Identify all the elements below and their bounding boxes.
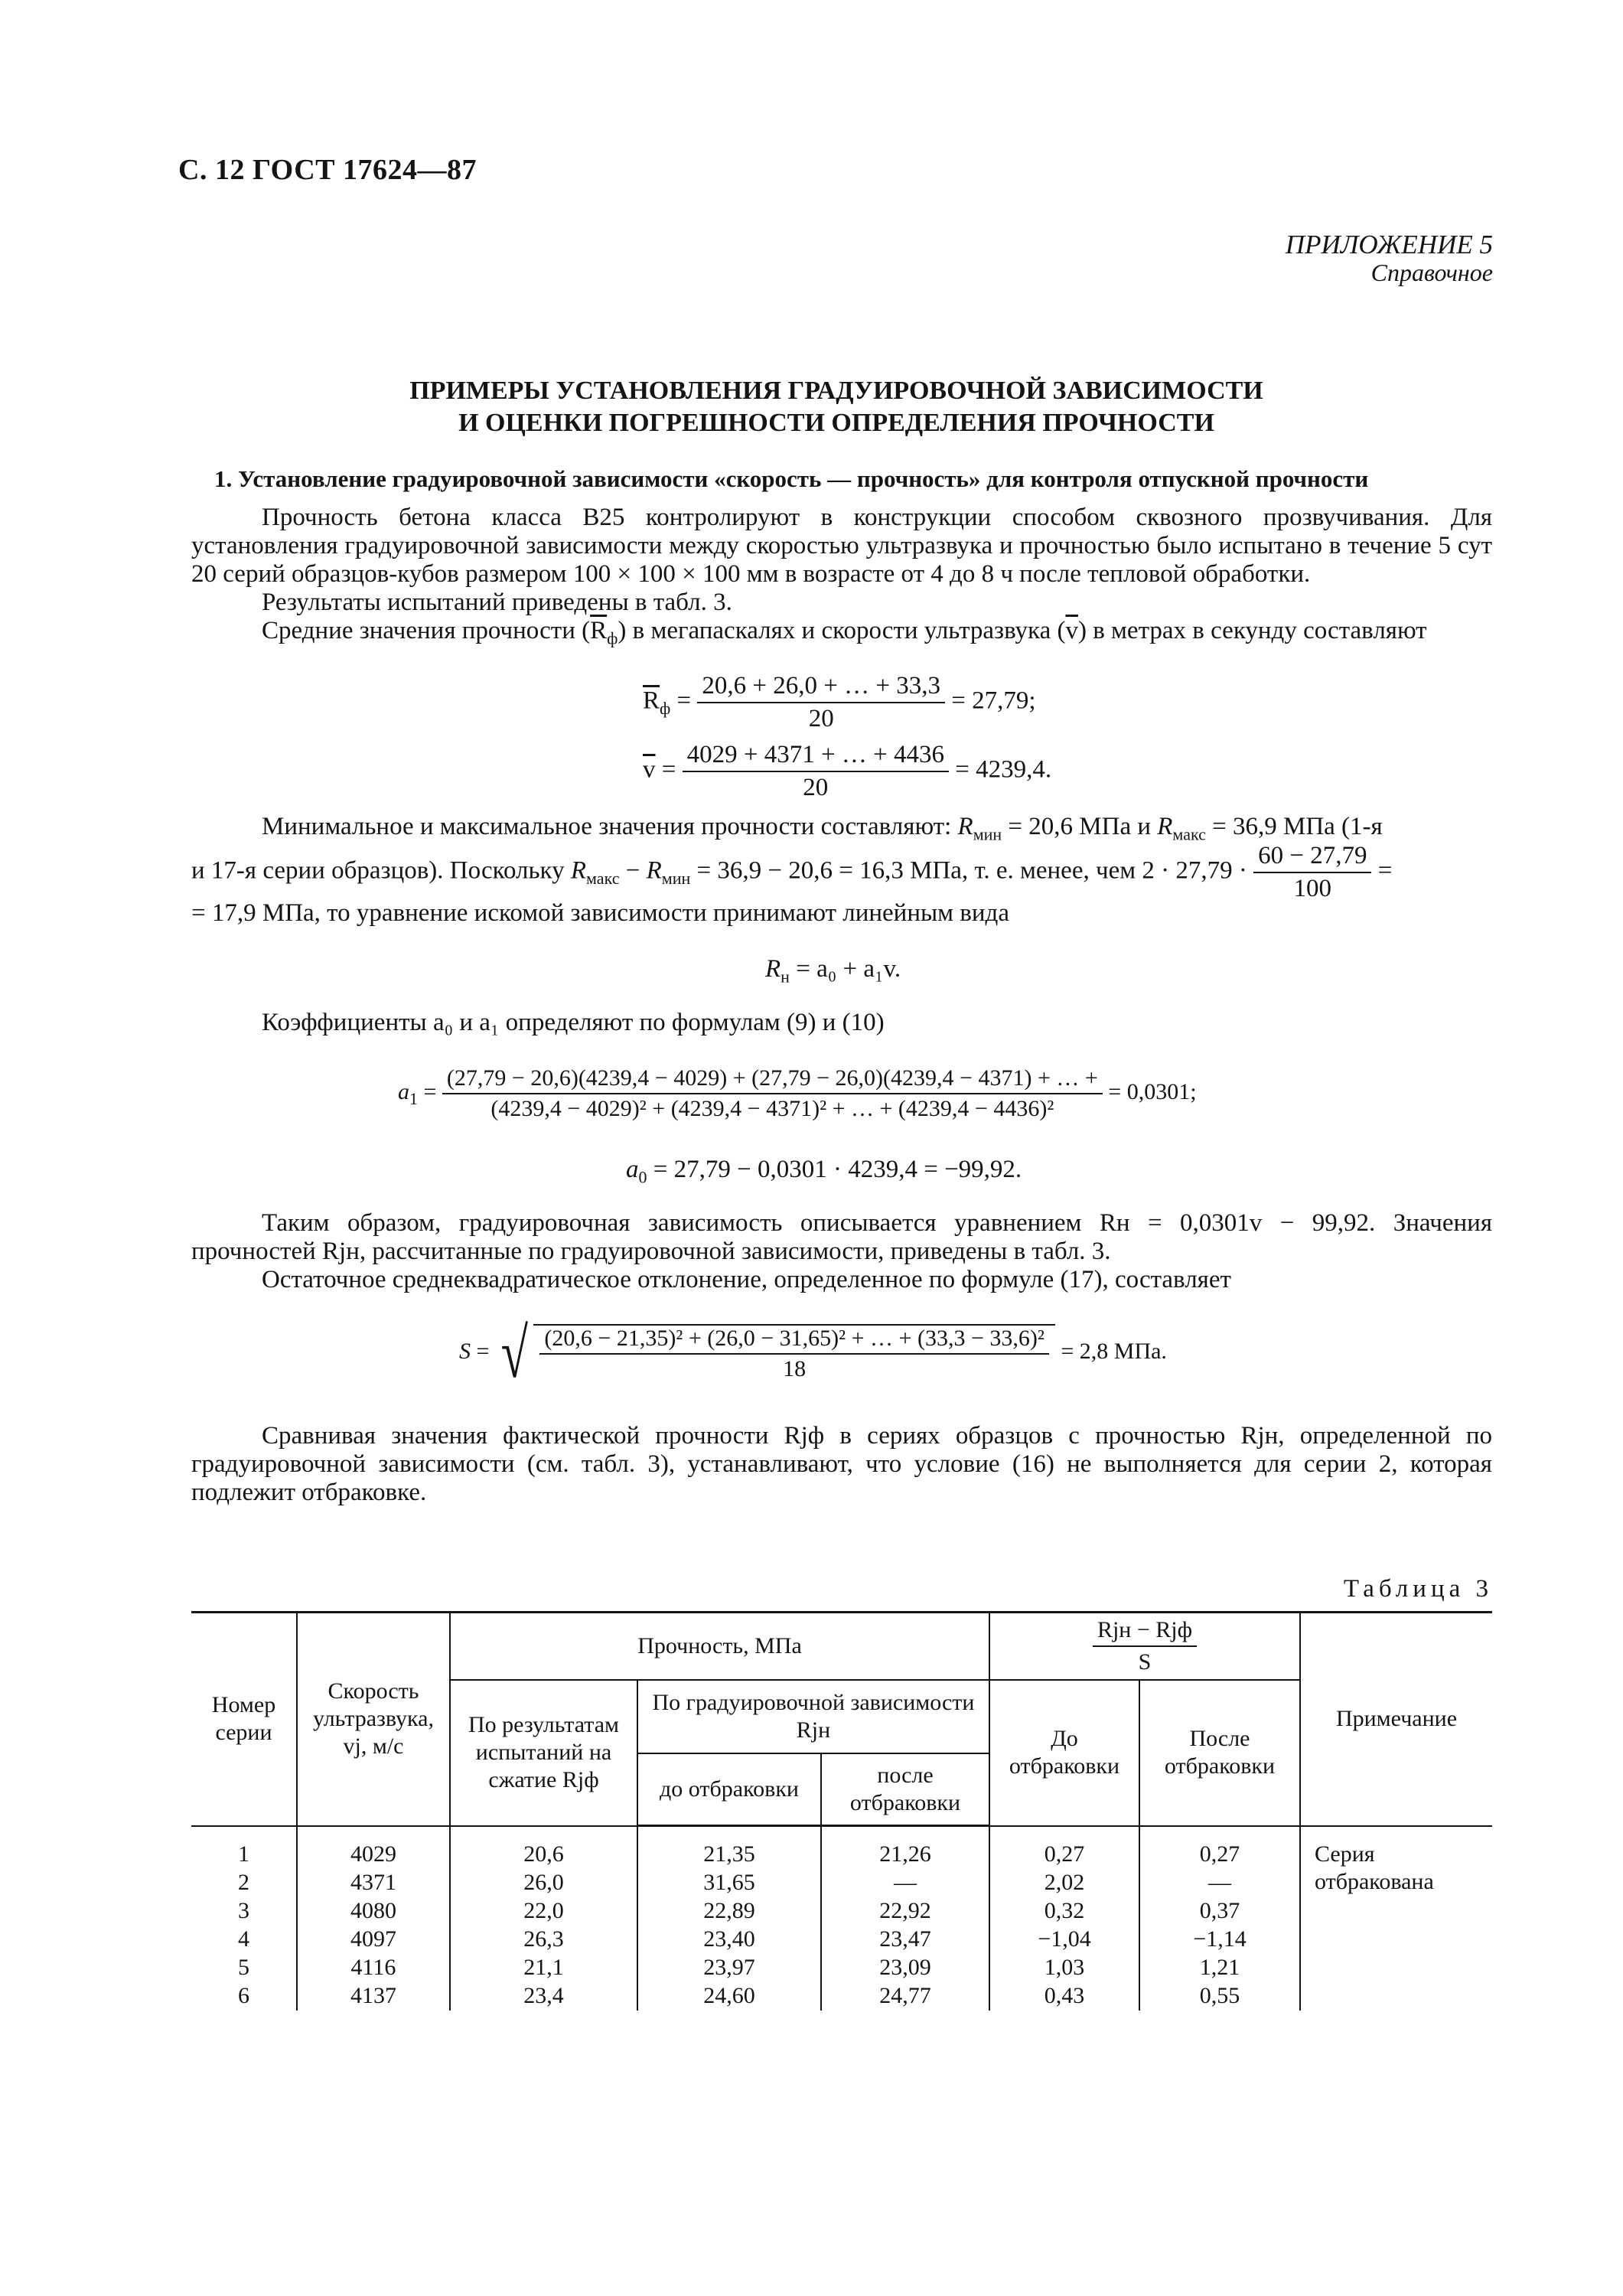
- table-row: 1 4029 20,6 21,35 21,26 0,27 0,27 Серия отбракована: [191, 1826, 1492, 1870]
- formula-a1: $a_1$ = (27,79 − 20,6)(4239,4 − 4029) + (27,79 − 26,0)(4239,4 − 4371) + … + (4239,4 − 4029)² + (4239,4 − 4371)² + … + (4239,4 − 4436)² = 0,0301;: [398, 1065, 1197, 1121]
- formula-linear: $R_н = a_0 + a_1v$.: [765, 955, 901, 987]
- header-strength: Прочность, МПа: [450, 1613, 989, 1681]
- text-coefficients: Коэффициенты a₀ и a₁ определяют по формулам (9) и (10): [262, 1009, 885, 1036]
- text-thus-block: [191, 1209, 1492, 1294]
- table-caption: Таблица 3: [1343, 1575, 1493, 1603]
- section-heading: 1. Установление градуировочной зависимости «скорость — прочность» для контроля отпускной прочности: [214, 465, 1369, 492]
- text-range-result: = 17,9 МПа, то уравнение искомой зависимости принимают линейным вида: [191, 899, 1009, 927]
- header-by-tests: По результатам испытаний на сжатие Rjф: [450, 1680, 637, 1826]
- header-grad-after: после отбраковки: [821, 1753, 989, 1826]
- table-row: 3 4080 22,0 22,89 22,92 0,32 0,37: [191, 1897, 1492, 1926]
- table-row: 4 4097 26,3 23,40 23,47 −1,04 −1,14: [191, 1926, 1492, 1954]
- header-ratio-before: До отбраковки: [989, 1680, 1139, 1826]
- fraction: $\frac{\text{(20,6 − 21,35)² + (26,0 − 31,65)² + … + (33,3 − 33,6)²}}{18}$: [539, 1326, 1048, 1382]
- fraction: $\frac{20,6 + 26,0 + \dots + 33,3}{20}$: [697, 672, 945, 733]
- formula-mean-strength: $\overline{R}_ф$ = $\frac{20,6 + 26,0 + \dots + 33,3}{20}$ = 27,79;: [643, 672, 1036, 732]
- results-table: [191, 1611, 1492, 2011]
- paragraph-compare: Сравнивая значения фактической прочности Rjф в сериях образцов с прочностью Rjн, определенной по градуировочной зависимости (см. табл. 3), устанавливают, что условие (16) не выполняется для серии 2, которая подлежит отбраковке.: [191, 1422, 1492, 1506]
- header-ratio: $\frac{\text{Rjн − Rjф}}{S}$: [989, 1613, 1300, 1681]
- formula-std-deviation: S = √ $\frac{\text{(20,6 − 21,35)² + (26,0 − 31,65)² + … + (33,3 − 33,6)²}}{18}$ = 2,8 МПа.: [459, 1314, 1167, 1392]
- header-series: Номер серии: [191, 1613, 297, 1826]
- text-min-max: Минимальное и максимальное значения прочности составляют: $R_{мин} = 20,6$ МПа и $R_{макс} = 36,9$ МПа (1-я: [262, 813, 1383, 844]
- table-row: 2 4371 26,0 31,65 — 2,02 —: [191, 1869, 1492, 1897]
- header-by-grad: По градуировочной зависимости Rjн: [637, 1680, 989, 1753]
- document-title-line1: ПРИМЕРЫ УСТАНОВЛЕНИЯ ГРАДУИРОВОЧНОЙ ЗАВИСИМОСТИ: [409, 377, 1263, 405]
- text-range: и 17-я серии образцов). Поскольку $R_{макс} - R_{мин} = 36,9 - 20,6 = 16,3$ МПа, т. е. менее, чем 2 · 27,79 · $\frac{60 - 27,79}{100}$ =: [191, 842, 1393, 902]
- document-title-line2: И ОЦЕНКИ ПОГРЕШНОСТИ ОПРЕДЕЛЕНИЯ ПРОЧНОСТИ: [458, 409, 1214, 437]
- formula-mean-speed: $\overline{v}$ = $\frac{4029 + 4371 + \dots + 4436}{20}$ = 4239,4.: [643, 741, 1052, 801]
- fraction: $\frac{60 - 27,79}{100}$: [1253, 842, 1371, 903]
- header-note: Примечание: [1300, 1613, 1492, 1826]
- note-cell: Серия отбракована: [1315, 1841, 1434, 1894]
- fraction: $\frac{4029 + 4371 + \dots + 4436}{20}$: [683, 741, 949, 802]
- page-header: С. 12 ГОСТ 17624—87: [178, 154, 477, 186]
- paragraph-method: Прочность бетона класса В25 контролируют в конструкции способом сквозного прозвучивания. Для установления градуировочной зависимости между скоростью ультразвука и прочностью было испытано в течение 5 сут 20 серий образцов-кубов размером 100 × 100 × 100 мм в возрасте от 4 до 8 ч после тепловой обработки.: [191, 504, 1492, 588]
- paragraph-thus: Таким образом, градуировочная зависимость описывается уравнением Rн = 0,0301v − 99,92. Значения прочностей Rjн, рассчитанные по градуировочной зависимости, приведены в табл. 3.: [191, 1209, 1492, 1265]
- paragraph-results-ref: Результаты испытаний приведены в табл. 3.: [262, 589, 732, 616]
- formula-a0: $a_0 = 27,79 - 0,0301 \cdot 4239,4 = -99,92$.: [626, 1156, 1022, 1187]
- table-row: 5 4116 21,1 23,97 23,09 1,03 1,21: [191, 1954, 1492, 1982]
- paragraph-residual: Остаточное среднеквадратическое отклонение, определенное по формуле (17), составляет: [262, 1266, 1231, 1293]
- header-ratio-after: После отбраковки: [1139, 1680, 1300, 1826]
- sqrt-body: [533, 1324, 1054, 1382]
- fraction: (27,79 − 20,6)(4239,4 − 4029) + (27,79 − 26,0)(4239,4 − 4371) + … + (4239,4 − 4029)² + (4239,4 − 4371)² + … + (4239,4 − 4436)²: [442, 1065, 1103, 1122]
- header-speed: Скорость ультразвука, vj, м/с: [297, 1613, 450, 1826]
- intro-paragraphs: [191, 504, 1492, 653]
- appendix-title: ПРИЛОЖЕНИЕ 5: [1285, 230, 1493, 259]
- paragraph-means: Средние значения прочности $(\overline{R}_ф)$ в мегапаскалях и скорости ультразвука $(\overline{v})$ в метрах в секунду составляют: [262, 617, 1427, 648]
- sqrt-icon: √: [500, 1314, 528, 1392]
- header-grad-before: до отбраковки: [637, 1753, 821, 1826]
- table-row: 6 4137 23,4 24,60 24,77 0,43 0,55: [191, 1982, 1492, 2011]
- appendix-subtitle: Справочное: [1370, 259, 1493, 286]
- text-compare-block: [191, 1422, 1492, 1507]
